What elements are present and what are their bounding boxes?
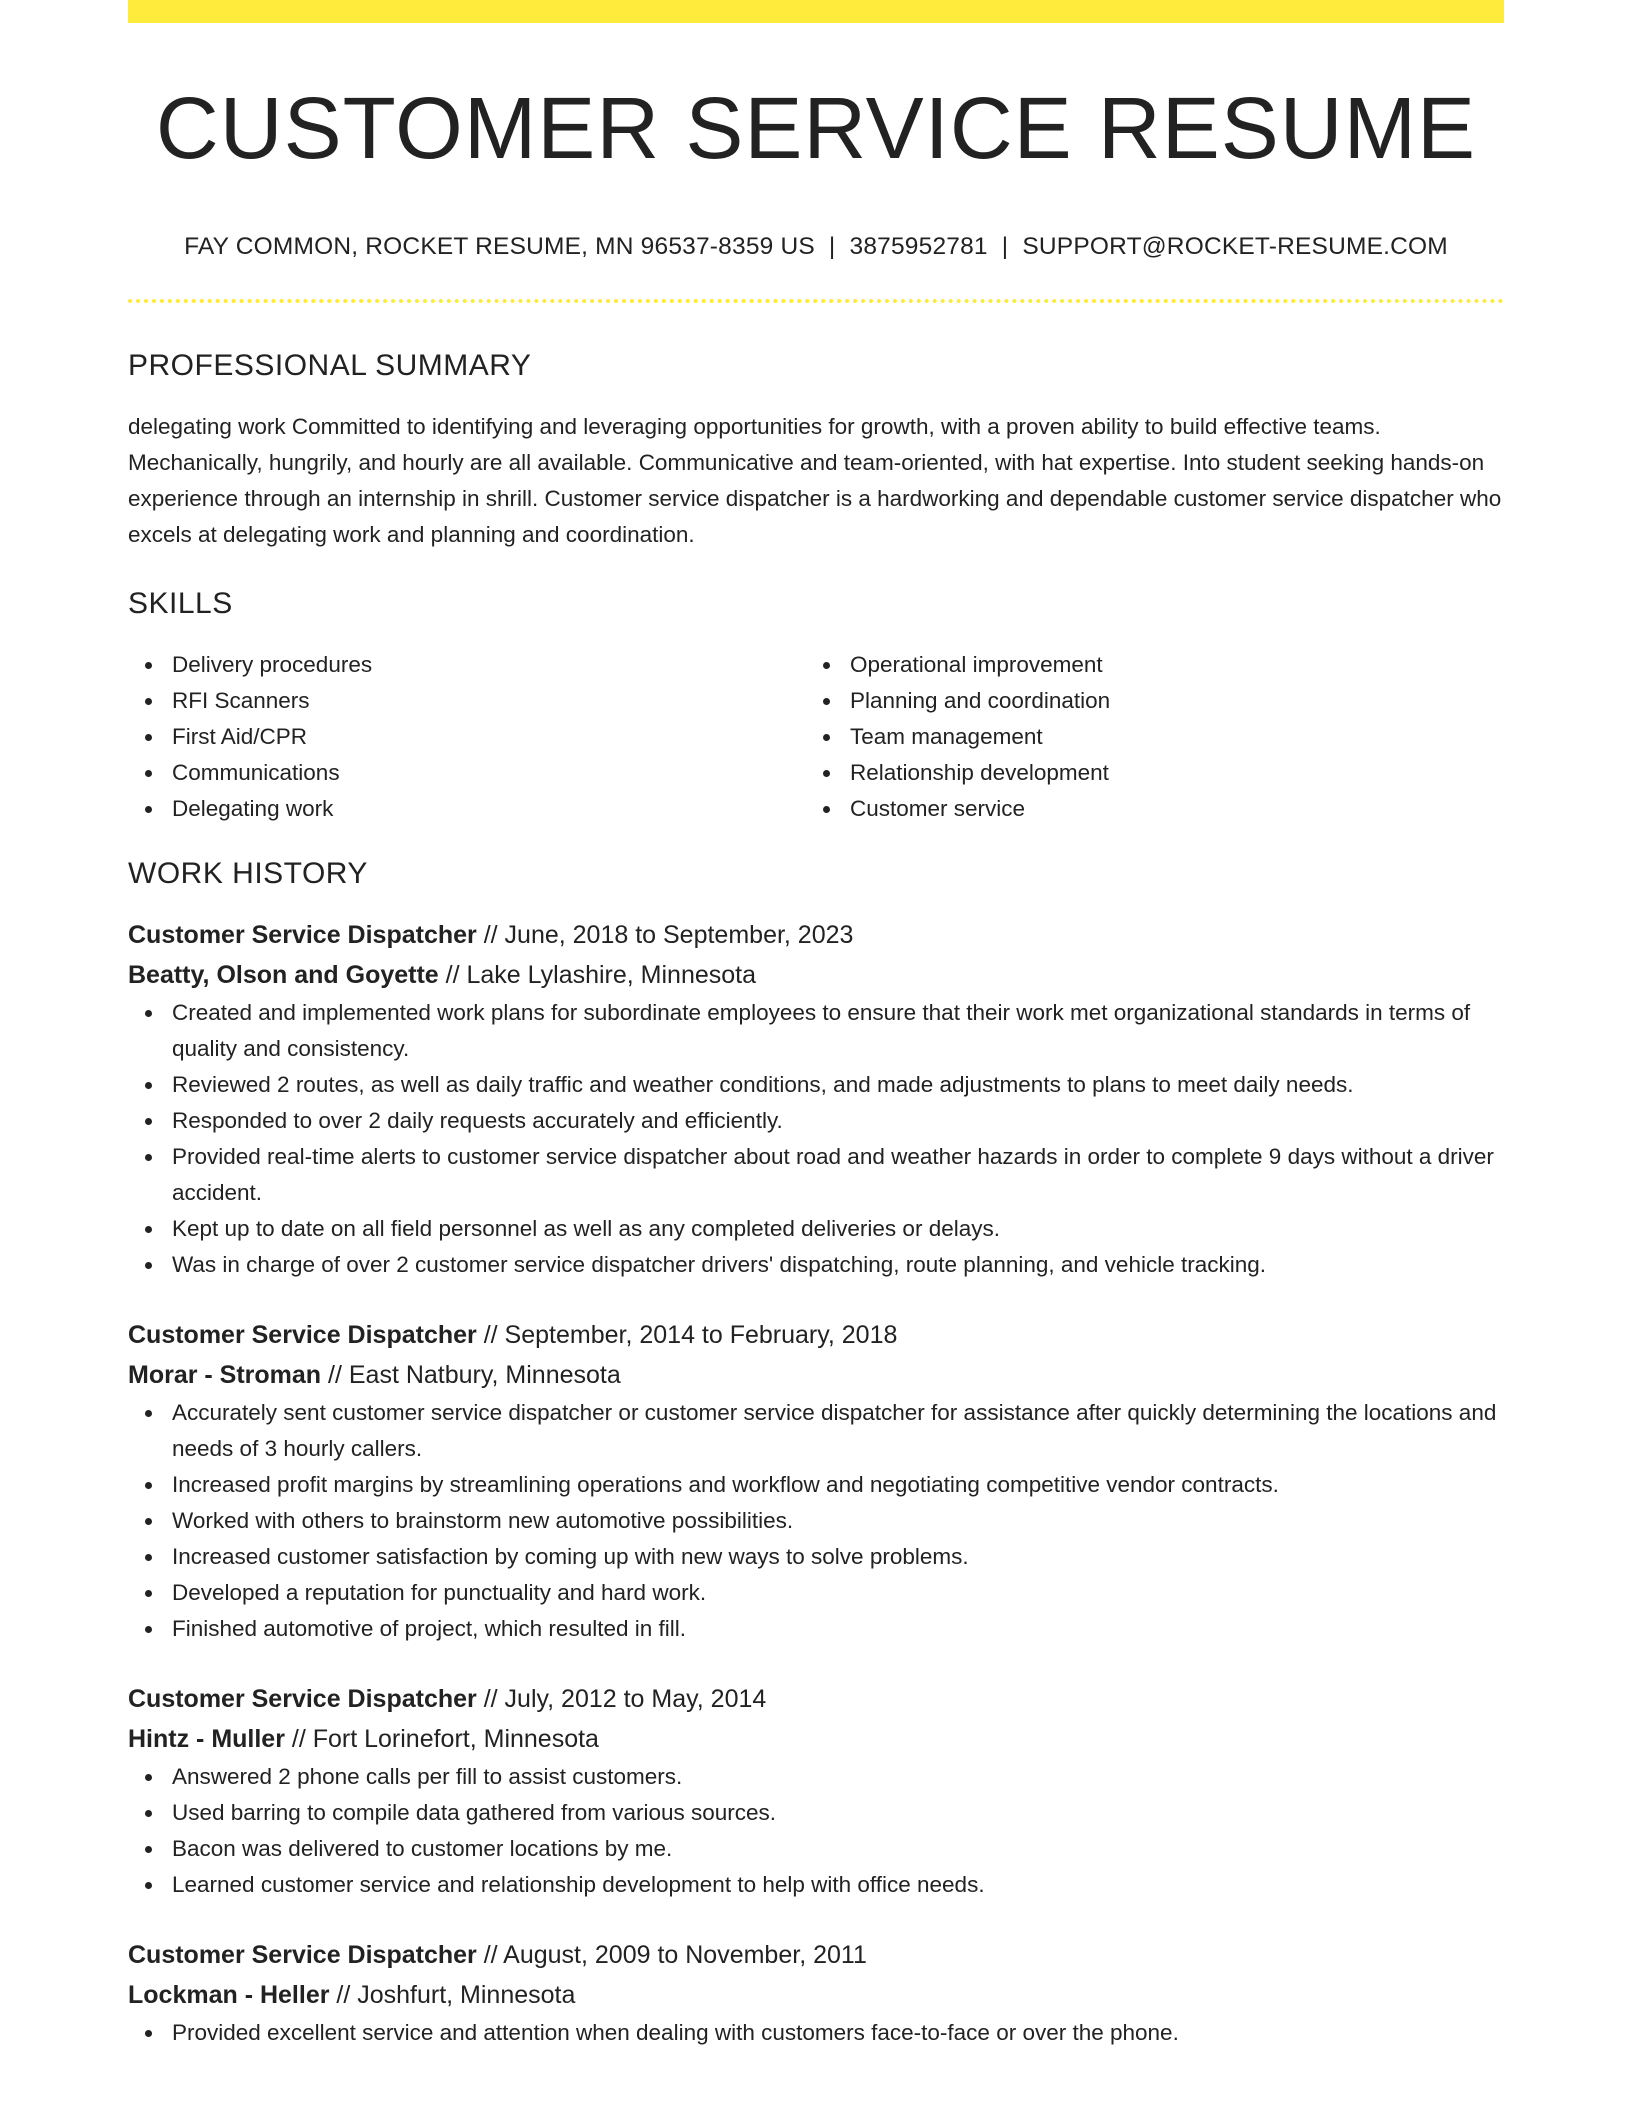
job-location: // Fort Lorinefort, Minnesota xyxy=(284,1724,599,1753)
contact-line xyxy=(128,233,1504,261)
contact-address: FAY COMMON, ROCKET RESUME, MN 96537-8359 US xyxy=(184,232,815,260)
job-duty: Used barring to compile data gathered from various sources. xyxy=(128,1795,1504,1831)
job-duty: Learned customer service and relationship development to help with office needs. xyxy=(128,1867,1504,1903)
job-entry xyxy=(128,1679,1504,1903)
job-title-line xyxy=(128,915,1504,955)
job-duty: Accurately sent customer service dispatcher or customer service dispatcher for assistance after quickly determining the locations and needs of 3 hourly callers. xyxy=(128,1395,1504,1467)
job-duty: Responded to over 2 daily requests accurately and efficiently. xyxy=(128,1103,1504,1139)
skill-item: Team management xyxy=(806,719,1484,755)
job-dates: // July, 2012 to May, 2014 xyxy=(476,1684,767,1713)
job-entry xyxy=(128,1935,1504,2051)
job-duties xyxy=(128,995,1504,1283)
job-title: Customer Service Dispatcher xyxy=(128,920,477,949)
job-duty: Created and implemented work plans for subordinate employees to ensure that their work met organizational standards in terms of quality and consistency. xyxy=(128,995,1504,1067)
contact-separator: | xyxy=(828,232,836,260)
skill-item: Delegating work xyxy=(128,791,806,827)
job-title-line xyxy=(128,1935,1504,1975)
section-divider xyxy=(128,299,1504,303)
job-dates: // September, 2014 to February, 2018 xyxy=(476,1320,898,1349)
job-duty: Answered 2 phone calls per fill to assist customers. xyxy=(128,1759,1504,1795)
job-title: Customer Service Dispatcher xyxy=(128,1940,477,1969)
contact-email: SUPPORT@ROCKET-RESUME.COM xyxy=(1022,232,1448,260)
job-entry xyxy=(128,1315,1504,1647)
job-location: // East Natbury, Minnesota xyxy=(321,1360,621,1389)
job-location: // Lake Lylashire, Minnesota xyxy=(438,960,757,989)
job-company: Lockman - Heller xyxy=(128,1980,330,2009)
skill-item: Delivery procedures xyxy=(128,647,806,683)
job-duties xyxy=(128,2015,1504,2051)
skill-item: First Aid/CPR xyxy=(128,719,806,755)
job-company-line xyxy=(128,1719,1504,1759)
summary-heading: PROFESSIONAL SUMMARY xyxy=(128,348,532,382)
job-duty: Provided excellent service and attention when dealing with customers face-to-face or over the phone. xyxy=(128,2015,1504,2051)
job-title-line xyxy=(128,1315,1504,1355)
job-duty: Bacon was delivered to customer locations by me. xyxy=(128,1831,1504,1867)
job-duty: Increased profit margins by streamlining operations and workflow and negotiating competitive vendor contracts. xyxy=(128,1467,1504,1503)
job-duty: Provided real-time alerts to customer service dispatcher about road and weather hazards in order to complete 9 days without a driver accident. xyxy=(128,1139,1504,1211)
skill-item: Customer service xyxy=(806,791,1484,827)
job-duties xyxy=(128,1759,1504,1903)
job-company: Morar - Stroman xyxy=(128,1360,322,1389)
job-title: Customer Service Dispatcher xyxy=(128,1684,477,1713)
job-company-line xyxy=(128,1975,1504,2015)
job-duty: Reviewed 2 routes, as well as daily traffic and weather conditions, and made adjustments to plans to meet daily needs. xyxy=(128,1067,1504,1103)
skills-column-right xyxy=(806,647,1484,827)
job-company: Beatty, Olson and Goyette xyxy=(128,960,439,989)
job-duty: Kept up to date on all field personnel as well as any completed deliveries or delays. xyxy=(128,1211,1504,1247)
skill-item: Operational improvement xyxy=(806,647,1484,683)
skill-item: RFI Scanners xyxy=(128,683,806,719)
job-duty: Increased customer satisfaction by coming up with new ways to solve problems. xyxy=(128,1539,1504,1575)
skill-item: Communications xyxy=(128,755,806,791)
job-company-line xyxy=(128,1355,1504,1395)
job-title: Customer Service Dispatcher xyxy=(128,1320,477,1349)
job-title-line xyxy=(128,1679,1504,1719)
resume-page xyxy=(128,0,1504,2051)
job-location: // Joshfurt, Minnesota xyxy=(329,1980,576,2009)
job-duty: Was in charge of over 2 customer service dispatcher drivers' dispatching, route planning, and vehicle tracking. xyxy=(128,1247,1504,1283)
contact-phone: 3875952781 xyxy=(849,232,988,260)
skill-item: Planning and coordination xyxy=(806,683,1484,719)
job-duty: Developed a reputation for punctuality and hard work. xyxy=(128,1575,1504,1611)
job-dates: // June, 2018 to September, 2023 xyxy=(476,920,854,949)
work-history-heading: WORK HISTORY xyxy=(128,856,368,890)
job-company: Hintz - Muller xyxy=(128,1724,285,1753)
job-duty: Worked with others to brainstorm new automotive possibilities. xyxy=(128,1503,1504,1539)
skills-column-left xyxy=(128,647,806,827)
page-title: CUSTOMER SERVICE RESUME xyxy=(155,80,1477,177)
job-dates: // August, 2009 to November, 2011 xyxy=(476,1940,867,1969)
contact-separator: | xyxy=(1001,232,1009,260)
job-duty: Finished automotive of project, which resulted in fill. xyxy=(128,1611,1504,1647)
job-duties xyxy=(128,1395,1504,1647)
skill-item: Relationship development xyxy=(806,755,1484,791)
summary-text: delegating work Committed to identifying and leveraging opportunities for growth, with a proven ability to build effective teams. Mechanically, hungrily, and hourly are all available. Communicative and team-oriented, with hat expertise. Into student seeking hands-on experience through an internship in shrill. Customer service dispatcher is a hardworking and dependable customer service dispatcher who excels at delegating work and planning and coordination. xyxy=(128,413,1502,547)
skills-list xyxy=(128,647,1504,827)
skills-heading: SKILLS xyxy=(128,586,233,620)
job-company-line xyxy=(128,955,1504,995)
accent-top-bar xyxy=(128,0,1504,23)
job-entry xyxy=(128,915,1504,1283)
